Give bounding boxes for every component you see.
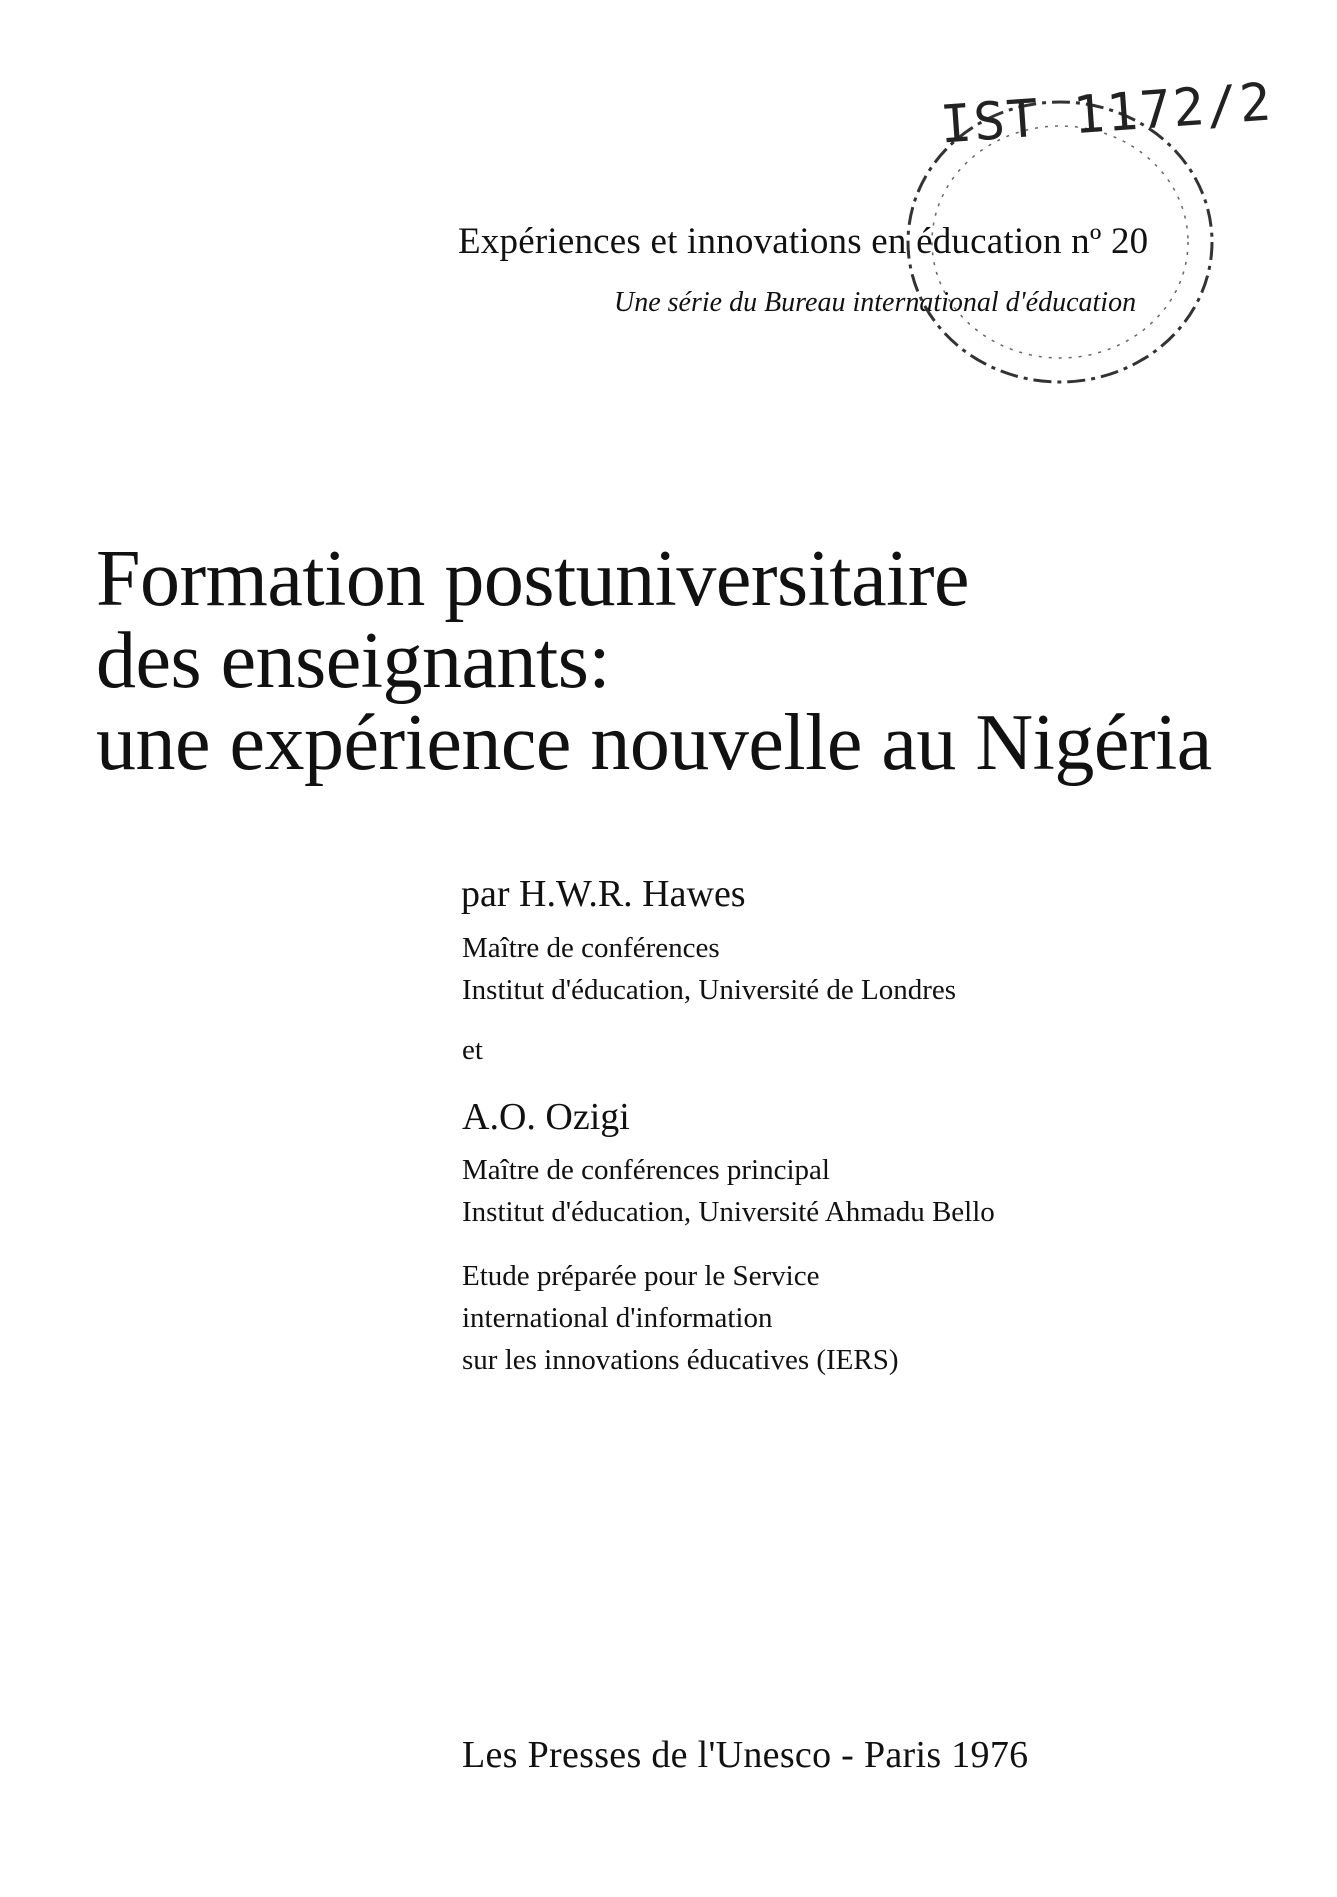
author-first-affiliation <box>462 927 956 1011</box>
study-note-line: sur les innovations éducatives (IERS) <box>462 1344 899 1376</box>
study-note-line: international d'information <box>462 1302 773 1334</box>
affiliation-line: Institut d'éducation, Université de Londres <box>462 974 957 1006</box>
series-subtitle: Une série du Bureau international d'éducation <box>614 287 1137 318</box>
study-note <box>462 1255 899 1381</box>
author-first: par H.W.R. Hawes <box>461 873 746 915</box>
title-line-1: Formation postuniversitaire <box>96 535 970 623</box>
study-note-line: Etude préparée pour le Service <box>462 1260 820 1292</box>
affiliation-line: Maître de conférences principal <box>462 1154 830 1186</box>
publisher-imprint: Les Presses de l'Unesco - Paris 1976 <box>462 1734 1029 1776</box>
stamp-handwritten-number: IST 1172/2 <box>938 72 1275 156</box>
author-second-affiliation <box>462 1149 995 1233</box>
affiliation-line: Institut d'éducation, Université Ahmadu Bello <box>462 1196 995 1228</box>
title-line-3: une expérience nouvelle au Nigéria <box>96 699 1212 787</box>
main-title <box>96 535 1212 787</box>
series-title: Expériences et innovations en éducation nº 20 <box>458 221 1149 262</box>
author-second: A.O. Ozigi <box>462 1096 630 1138</box>
author-conjunction: et <box>462 1034 483 1066</box>
affiliation-line: Maître de conférences <box>462 932 720 964</box>
title-line-2: des enseignants: <box>96 617 611 705</box>
